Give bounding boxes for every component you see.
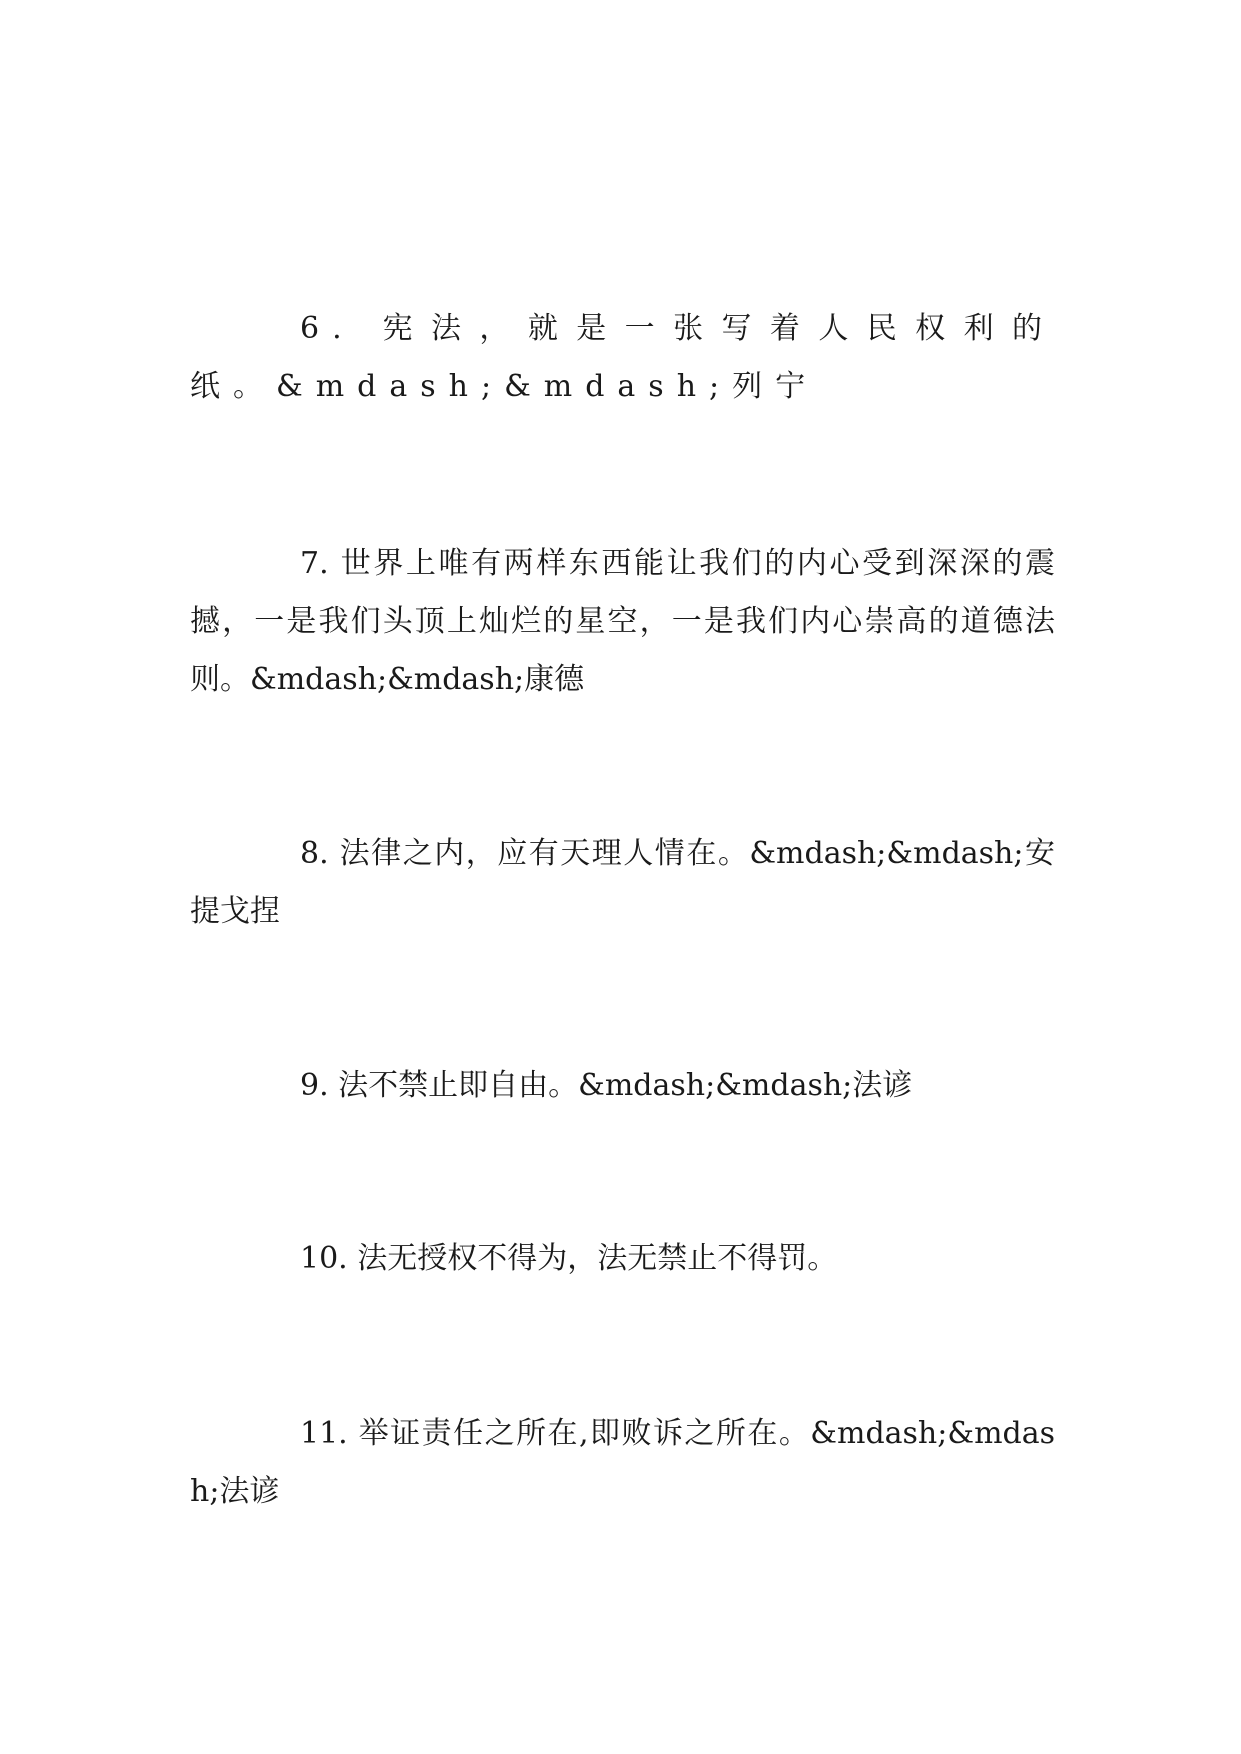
quote-paragraph-9: 9. 法不禁止即自由。&mdash;&mdash;法谚 bbox=[300, 1068, 913, 1103]
quote-paragraph-8: 8. 法律之内，应有天理人情在。&mdash;&mdash;安提戈捏 bbox=[190, 836, 1055, 929]
quote-paragraph-6: 6. 宪法，就是一张写着人民权利的纸。&mdash;&mdash;列宁 bbox=[190, 311, 1055, 404]
quote-paragraph-7: 7. 世界上唯有两样东西能让我们的内心受到深深的震撼，一是我们头顶上灿烂的星空，一是我们内心崇高的道德法则。&mdash;&mdash;康德 bbox=[190, 546, 1055, 697]
quote-paragraph-11: 11. 举证责任之所在,即败诉之所在。&mdash;&mdash;法谚 bbox=[190, 1416, 1055, 1509]
quote-paragraph-10: 10. 法无授权不得为，法无禁止不得罚。 bbox=[300, 1241, 838, 1276]
